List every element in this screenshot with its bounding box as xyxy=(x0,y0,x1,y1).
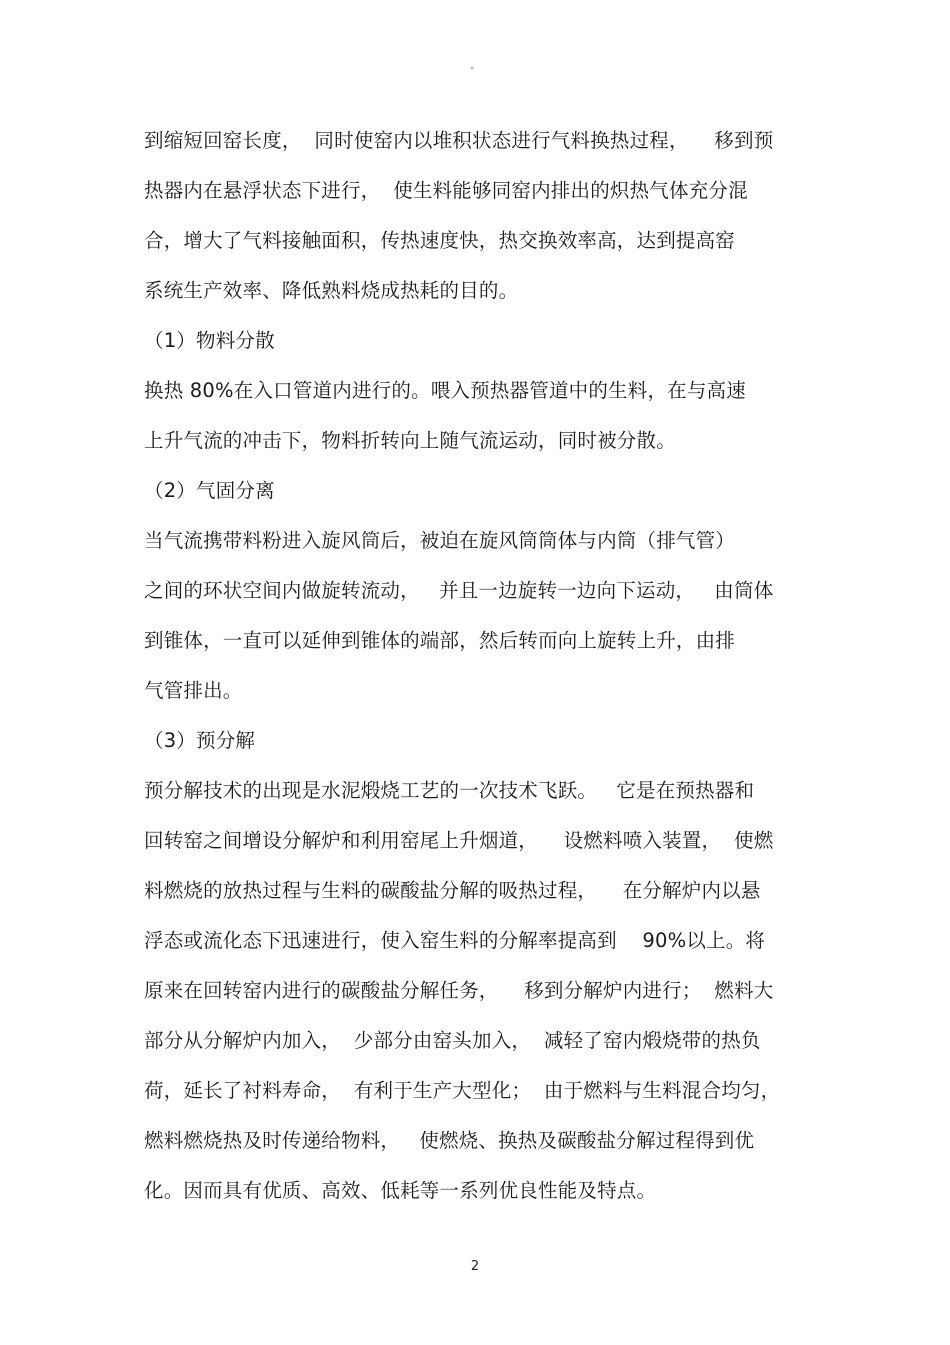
section-heading: （1）物料分散 xyxy=(144,329,275,352)
text-line: 合，增大了气料接触面积，传热速度快，热交换效率高，达到提高窑 xyxy=(144,229,736,252)
text-line: 部分从分解炉内加入， 少部分由窑头加入， 减轻了窑内煅烧带的热负 xyxy=(144,1029,761,1052)
text-line: 原来在回转窑内进行的碳酸盐分解任务， 移到分解炉内进行； 燃料大 xyxy=(144,979,774,1002)
text-line: 到缩短回窑长度， 同时使窑内以堆积状态进行气料换热过程， 移到预 xyxy=(144,129,774,152)
text-line: 当气流携带料粉进入旋风筒后，被迫在旋风筒筒体与内筒（排气管） xyxy=(144,529,736,552)
text-line: 浮态或流化态下迅速进行，使入窑生料的分解率提高到 90%以上。将 xyxy=(144,929,766,952)
text-line: 回转窑之间增设分解炉和利用窑尾上升烟道， 设燃料喷入装置， 使燃 xyxy=(144,829,774,852)
text-line: 上升气流的冲击下，物料折转向上随气流运动，同时被分散。 xyxy=(144,429,676,452)
header-mark: ° xyxy=(470,66,475,76)
section-heading: （2）气固分离 xyxy=(144,479,275,502)
text-line: 料燃烧的放热过程与生料的碳酸盐分解的吸热过程， 在分解炉内以悬 xyxy=(144,879,761,902)
section-heading: （3）预分解 xyxy=(144,729,256,752)
text-line: 燃料燃烧热及时传递给物料， 使燃烧、换热及碳酸盐分解过程得到优 xyxy=(144,1129,755,1152)
text-line: 换热 80%在入口管道内进行的。喂入预热器管道中的生料，在与高速 xyxy=(144,379,746,402)
text-line: 预分解技术的出现是水泥煅烧工艺的一次技术飞跃。 它是在预热器和 xyxy=(144,779,755,802)
page-number: 2 xyxy=(470,1259,480,1274)
text-line: 气管排出。 xyxy=(144,679,243,702)
text-line: 到锥体，一直可以延伸到锥体的端部，然后转而向上旋转上升，由排 xyxy=(144,629,736,652)
text-line: 之间的环状空间内做旋转流动， 并且一边旋转一边向下运动， 由筒体 xyxy=(144,579,774,602)
text-line: 热器内在悬浮状态下进行， 使生料能够同窑内排出的炽热气体充分混 xyxy=(144,179,748,202)
text-line: 荷，延长了衬料寿命， 有利于生产大型化； 由于燃料与生料混合均匀， xyxy=(144,1079,781,1102)
text-line: 化。因而具有优质、高效、低耗等一系列优良性能及特点。 xyxy=(144,1179,657,1202)
text-line: 系统生产效率、降低熟料烧成热耗的目的。 xyxy=(144,279,519,302)
